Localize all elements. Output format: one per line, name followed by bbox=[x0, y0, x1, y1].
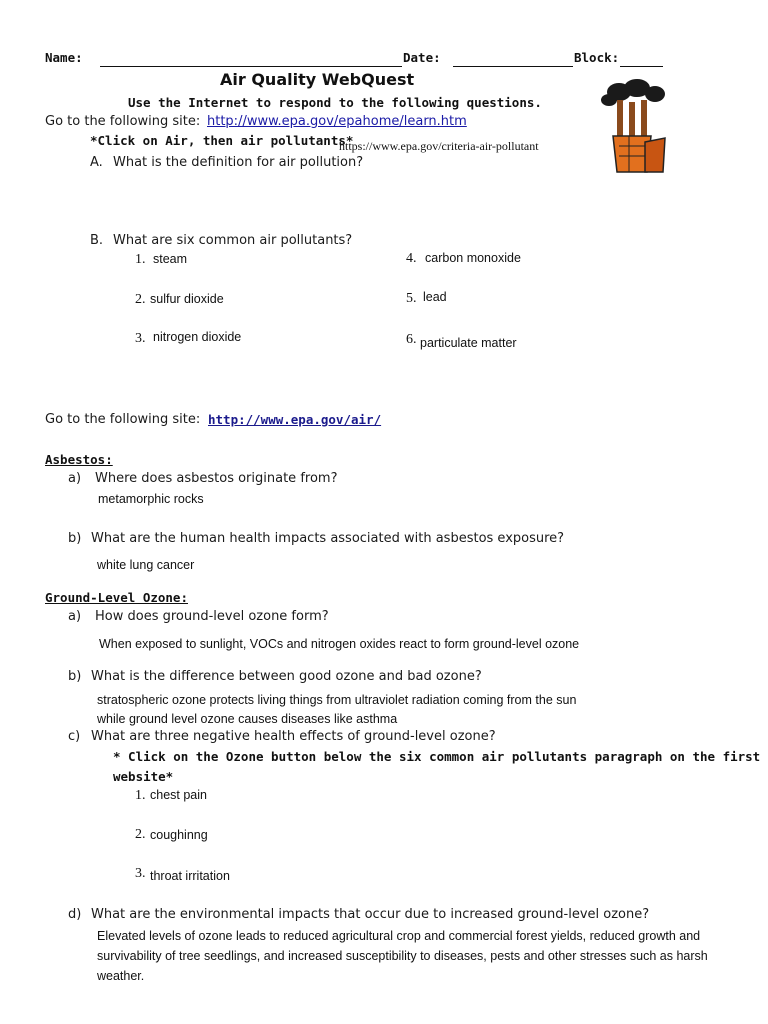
click-instruction: *Click on Air, then air pollutants* bbox=[90, 133, 354, 148]
site2-link[interactable]: http://www.epa.gov/air/ bbox=[208, 412, 382, 427]
ozone-qb-answer-line2: while ground level ozone causes diseases like asthma bbox=[97, 712, 398, 726]
ozone-qd-label: d) bbox=[68, 907, 82, 922]
pollutant-6-num: 6. bbox=[406, 332, 417, 347]
page-title: Air Quality WebQuest bbox=[220, 70, 415, 89]
question-a-label: A. bbox=[90, 155, 103, 170]
asbestos-qb-answer: white lung cancer bbox=[97, 558, 195, 572]
pollutant-1-num: 1. bbox=[135, 252, 146, 267]
question-a-text: What is the definition for air pollution? bbox=[113, 155, 364, 170]
name-label: Name: bbox=[45, 50, 83, 65]
pollutant-2-num: 2. bbox=[135, 292, 146, 307]
page-subtitle: Use the Internet to respond to the following questions. bbox=[128, 95, 542, 110]
ozone-qa-answer: When exposed to sunlight, VOCs and nitrogen oxides react to form ground-level ozone bbox=[99, 637, 580, 651]
ozone-qd-answer: Elevated levels of ozone leads to reduced agricultural crop and commercial forest yields, reduced growth and survivability of tree seedlings, and increased susceptibility to diseases, pests and other stresses such as harsh weather. bbox=[97, 929, 708, 983]
question-b-label: B. bbox=[90, 233, 104, 248]
asbestos-qb-text: What are the human health impacts associated with asbestos exposure? bbox=[91, 531, 565, 546]
ozone-qb-answer-line1: stratospheric ozone protects living things from ultraviolet radiation coming from the sun bbox=[97, 693, 577, 707]
pollutant-6-answer: particulate matter bbox=[420, 336, 517, 350]
pollutant-4-answer: carbon monoxide bbox=[425, 251, 521, 265]
asbestos-qa-label: a) bbox=[68, 471, 82, 486]
site2-prefix: Go to the following site: bbox=[45, 412, 201, 427]
site1-link[interactable]: http://www.epa.gov/epahome/learn.htm bbox=[207, 114, 467, 129]
health-effect-1-num: 1. bbox=[135, 788, 146, 803]
site1-prefix: Go to the following site: bbox=[45, 114, 201, 129]
ozone-qb-label: b) bbox=[68, 669, 82, 684]
block-label: Block: bbox=[574, 50, 620, 65]
block-blank[interactable] bbox=[620, 52, 663, 71]
name-blank[interactable] bbox=[100, 52, 402, 71]
factory-smokestacks-icon bbox=[597, 78, 669, 174]
health-effect-2-answer: coughinng bbox=[150, 828, 208, 842]
date-blank[interactable] bbox=[453, 52, 573, 71]
asbestos-qb-label: b) bbox=[68, 531, 82, 546]
ozone-qc-text: What are three negative health effects of ground-level ozone? bbox=[91, 729, 496, 744]
ozone-qc-instruction-line2: website* bbox=[113, 769, 174, 784]
pollutant-5-answer: lead bbox=[423, 290, 447, 304]
pollutant-2-answer: sulfur dioxide bbox=[150, 292, 224, 306]
question-b-text: What are six common air pollutants? bbox=[113, 233, 353, 248]
pollutant-3-num: 3. bbox=[135, 331, 146, 346]
health-effect-2-num: 2. bbox=[135, 827, 146, 842]
ozone-qa-text: How does ground-level ozone form? bbox=[95, 609, 329, 624]
asbestos-qa-answer: metamorphic rocks bbox=[98, 492, 204, 506]
alt-url: https://www.epa.gov/criteria-air-pollutant bbox=[339, 139, 539, 153]
asbestos-heading: Asbestos: bbox=[45, 452, 113, 467]
pollutant-1-answer: steam bbox=[153, 252, 188, 266]
ozone-qc-instruction-line1: * Click on the Ozone button below the six common air pollutants paragraph on the first bbox=[113, 749, 761, 764]
pollutant-4-num: 4. bbox=[406, 251, 417, 266]
ozone-heading: Ground-Level Ozone: bbox=[45, 590, 188, 605]
pollutant-3-answer: nitrogen dioxide bbox=[153, 330, 242, 344]
ozone-qa-label: a) bbox=[68, 609, 82, 624]
ozone-qc-label: c) bbox=[68, 729, 81, 744]
asbestos-qa-text: Where does asbestos originate from? bbox=[95, 471, 338, 486]
ozone-qd-text: What are the environmental impacts that occur due to increased ground-level ozone? bbox=[91, 907, 650, 922]
ozone-qb-text: What is the difference between good ozone and bad ozone? bbox=[91, 669, 482, 684]
health-effect-3-num: 3. bbox=[135, 866, 146, 881]
health-effect-3-answer: throat irritation bbox=[150, 869, 230, 883]
pollutant-5-num: 5. bbox=[406, 291, 417, 306]
date-label: Date: bbox=[403, 50, 441, 65]
health-effect-1-answer: chest pain bbox=[150, 788, 207, 802]
